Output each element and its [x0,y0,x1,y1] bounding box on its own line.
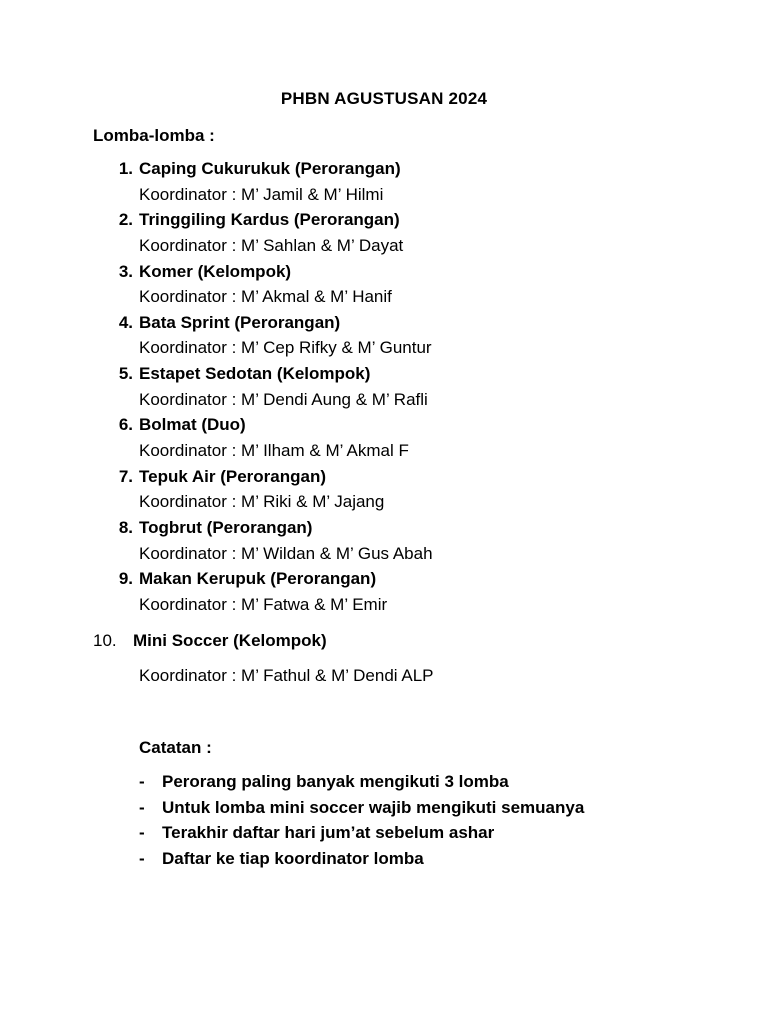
contest-coordinator: Koordinator : M’ Dendi Aung & M’ Rafli [139,389,428,409]
note-text: Daftar ke tiap koordinator lomba [162,849,424,869]
contest-item [0,518,768,569]
contest-number: 3. [118,261,133,281]
contest-name: Tringgiling Kardus (Perorangan) [139,210,400,230]
note-item [0,849,768,875]
contest-10-name: Mini Soccer (Kelompok) [133,631,327,650]
contest-number: 5. [118,364,133,384]
contest-name: Tepuk Air (Perorangan) [139,466,327,486]
contest-coordinator: Koordinator : M’ Cep Rifky & M’ Guntur [139,338,432,358]
contest-number: 7. [118,466,133,486]
contest-item [0,364,768,415]
contest-name: Bolmat (Duo) [139,415,246,435]
note-item [0,798,768,824]
note-bullet: - [139,797,145,817]
contest-number: 9. [118,569,133,589]
contest-number: 6. [118,415,133,435]
contest-name: Togbrut (Perorangan) [139,518,313,538]
notes-heading: Catatan : [139,738,212,757]
contest-number: 1. [118,159,133,178]
contest-item [0,569,768,620]
contest-coordinator: Koordinator : M’ Akmal & M’ Hanif [139,287,392,307]
contest-number: 8. [118,518,133,538]
contest-coordinator: Koordinator : M’ Fatwa & M’ Emir [139,594,388,614]
contest-name: Bata Sprint (Perorangan) [139,312,341,332]
contest-coordinator: Koordinator : M’ Riki & M’ Jajang [139,492,385,512]
note-item [0,823,768,849]
notes-list [0,772,768,875]
contest-number: 4. [118,312,133,332]
contest-coordinator: Koordinator : M’ Sahlan & M’ Dayat [139,235,404,255]
note-text: Untuk lomba mini soccer wajib mengikuti semuanya [162,797,585,817]
contest-item [0,159,768,210]
contest-name: Estapet Sedotan (Kelompok) [139,364,371,384]
note-bullet: - [139,823,145,843]
contest-item [0,313,768,364]
contest-list [0,159,768,621]
contests-heading: Lomba-lomba : [93,126,215,145]
note-item [0,772,768,798]
note-bullet: - [139,772,145,791]
contest-10-number: 10. [93,631,117,650]
contest-coordinator: Koordinator : M’ Ilham & M’ Akmal F [139,441,409,461]
note-bullet: - [139,849,145,869]
contest-item [0,262,768,313]
contest-name: Makan Kerupuk (Perorangan) [139,569,377,589]
contest-item [0,415,768,466]
contest-name: Caping Cukurukuk (Perorangan) [139,159,401,178]
note-text: Perorang paling banyak mengikuti 3 lomba [162,772,509,791]
document-title: PHBN AGUSTUSAN 2024 [280,89,488,108]
contest-name: Komer (Kelompok) [139,261,292,281]
contest-coordinator: Koordinator : M’ Wildan & M’ Gus Abah [139,543,433,563]
note-text: Terakhir daftar hari jum’at sebelum ashar [162,823,495,843]
contest-number: 2. [118,210,133,230]
contest-coordinator: Koordinator : M’ Jamil & M’ Hilmi [139,184,384,204]
contest-item [0,467,768,518]
contest-item [0,210,768,261]
contest-10-coordinator: Koordinator : M’ Fathul & M’ Dendi ALP [139,666,434,685]
